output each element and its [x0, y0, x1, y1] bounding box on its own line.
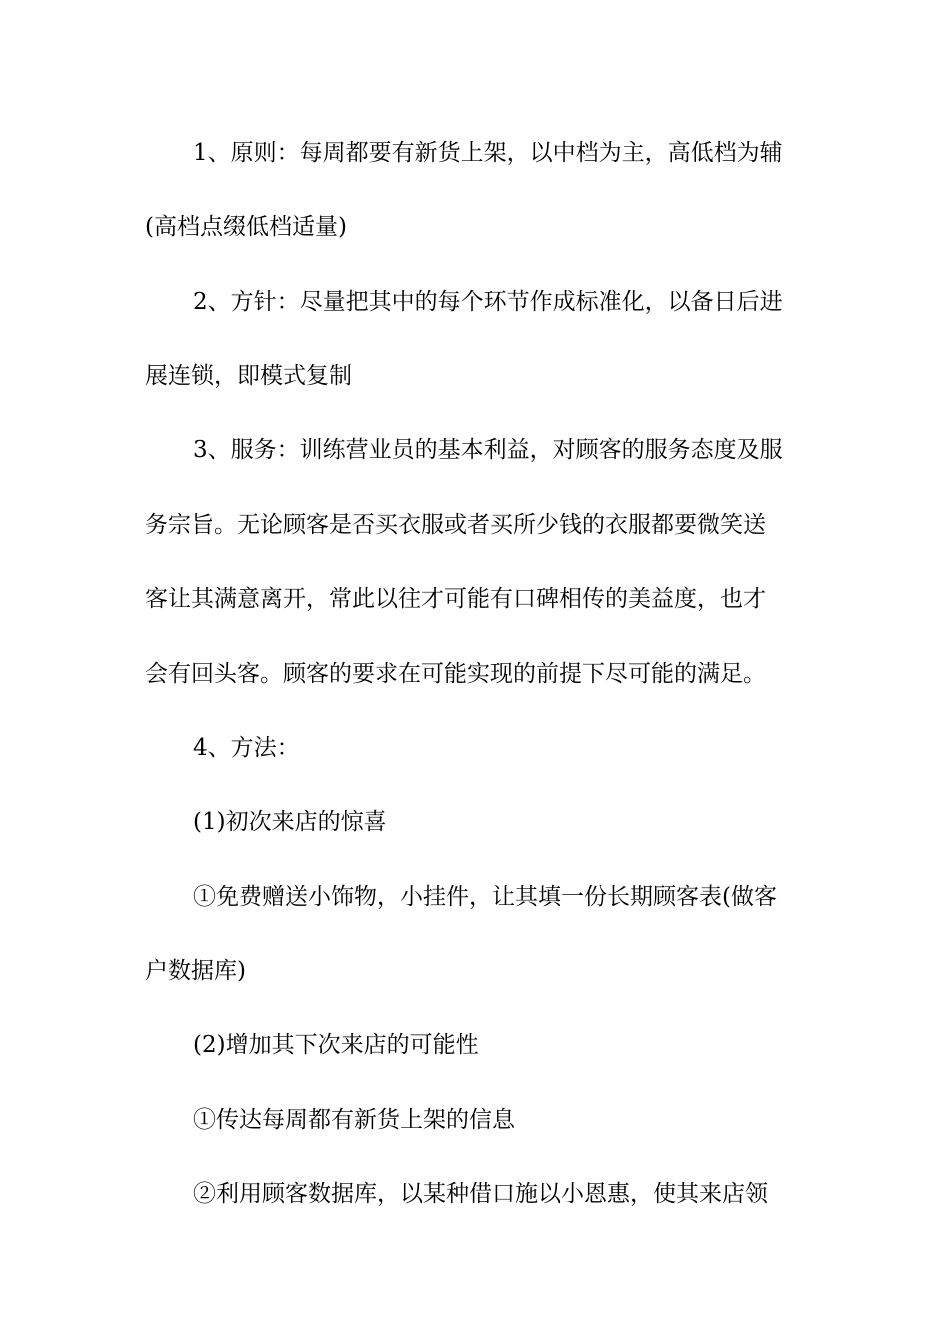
principle-line-2: (高档点缀低档适量)	[145, 214, 347, 240]
service-line-2: 务宗旨。无论顾客是否买衣服或者买所少钱的衣服都要微笑送	[145, 512, 766, 538]
policy-line-2: 展连锁，即模式复制	[145, 363, 352, 389]
return-visit-heading: (2)增加其下次来店的可能性	[193, 1032, 479, 1058]
service-line-1: 3、服务：训练营业员的基本利益，对顾客的服务态度及服	[193, 437, 783, 463]
first-visit-heading: (1)初次来店的惊喜	[193, 809, 387, 835]
service-line-3: 客让其满意离开，常此以往才可能有口碑相传的美益度，也才	[145, 586, 766, 612]
gift-line-1: ①免费赠送小饰物，小挂件，让其填一份长期顾客表(做客	[193, 884, 777, 910]
customer-database-line: ②利用顾客数据库，以某种借口施以小恩惠，使其来店领	[193, 1181, 768, 1207]
principle-line-1: 1、原则：每周都要有新货上架，以中档为主，高低档为辅	[193, 140, 783, 166]
new-goods-info-line: ①传达每周都有新货上架的信息	[193, 1107, 515, 1133]
service-line-4: 会有回头客。顾客的要求在可能实现的前提下尽可能的满足。	[145, 661, 766, 687]
policy-line-1: 2、方针：尽量把其中的每个环节作成标准化，以备日后进	[193, 289, 783, 315]
gift-line-2: 户数据库)	[145, 958, 246, 984]
method-heading: 4、方法：	[193, 735, 300, 761]
